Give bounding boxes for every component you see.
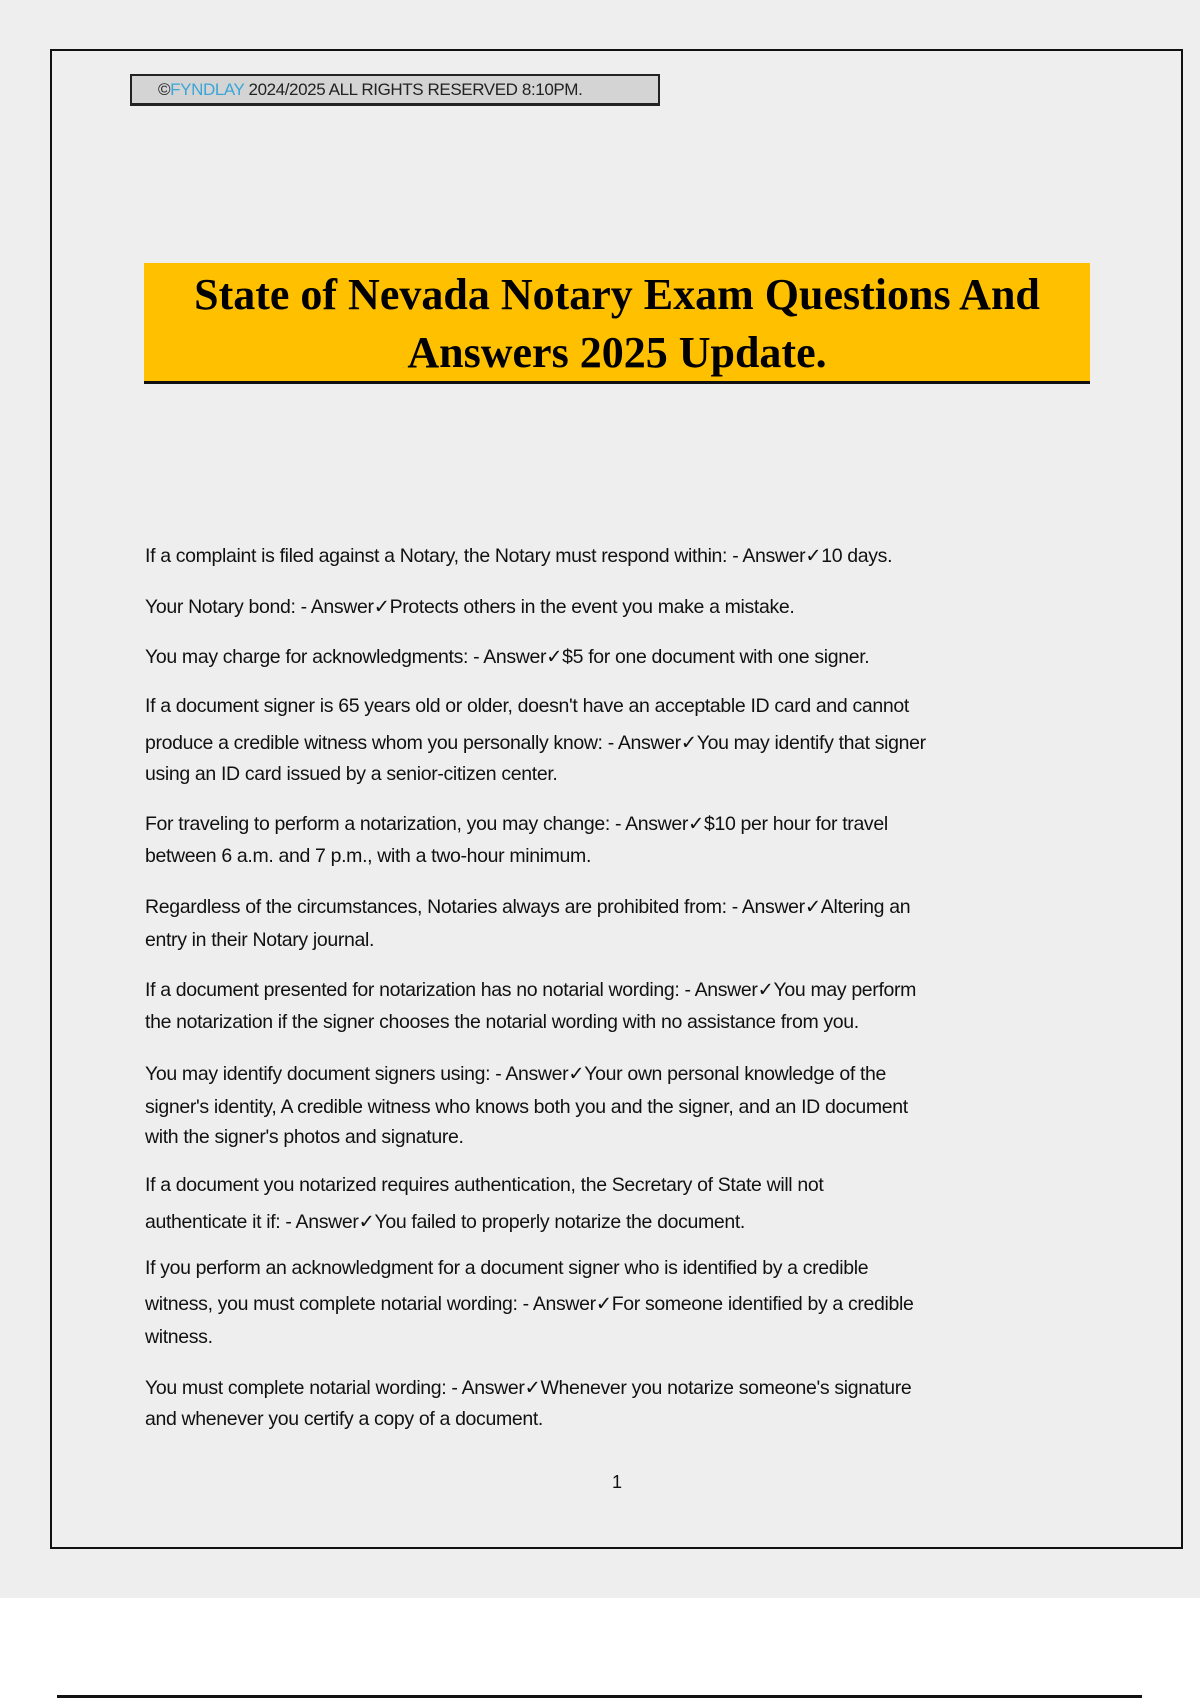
qa-line: produce a credible witness whom you personally know: - Answer✓You may identify that signer xyxy=(145,732,926,754)
title-line-1: State of Nevada Notary Exam Questions And xyxy=(194,270,1040,319)
qa-line: If a document signer is 65 years old or older, doesn't have an acceptable ID card and cannot xyxy=(145,695,909,717)
qa-line: Regardless of the circumstances, Notaries always are prohibited from: - Answer✓Altering an xyxy=(145,896,911,918)
qa-line: between 6 a.m. and 7 p.m., with a two-hour minimum. xyxy=(145,845,592,867)
qa-line: entry in their Notary journal. xyxy=(145,929,375,951)
qa-line: witness. xyxy=(145,1326,213,1348)
qa-line: You may identify document signers using: - Answer✓Your own personal knowledge of the xyxy=(145,1063,887,1085)
qa-line: and whenever you certify a copy of a document. xyxy=(145,1408,543,1430)
qa-line: For traveling to perform a notarization, you may change: - Answer✓$10 per hour for travel xyxy=(145,813,888,835)
qa-line: Your Notary bond: - Answer✓Protects others in the event you make a mistake. xyxy=(145,596,795,618)
qa-line: signer's identity, A credible witness who knows both you and the signer, and an ID document xyxy=(145,1096,908,1118)
page-number: 1 xyxy=(611,1472,622,1492)
copyright-symbol: © xyxy=(158,80,171,99)
qa-line: You may charge for acknowledgments: - Answer✓$5 for one document with one signer. xyxy=(145,646,870,668)
title-line-2: Answers 2025 Update. xyxy=(407,328,827,377)
qa-line: If you perform an acknowledgment for a document signer who is identified by a credible xyxy=(145,1257,869,1279)
brand-name: FYNDLAY xyxy=(170,80,245,99)
qa-line: using an ID card issued by a senior-citizen center. xyxy=(145,763,558,785)
qa-line: with the signer's photos and signature. xyxy=(145,1126,464,1148)
qa-line: You must complete notarial wording: - Answer✓Whenever you notarize someone's signature xyxy=(145,1377,912,1399)
qa-line: If a complaint is filed against a Notary, the Notary must respond within: - Answer✓10 days. xyxy=(145,545,893,567)
qa-line: the notarization if the signer chooses the notarial wording with no assistance from you. xyxy=(145,1011,859,1033)
copyright-banner xyxy=(130,74,660,106)
qa-line: authenticate it if: - Answer✓You failed to properly notarize the document. xyxy=(145,1211,745,1233)
qa-line: If a document presented for notarization has no notarial wording: - Answer✓You may perform xyxy=(145,979,917,1001)
qa-line: If a document you notarized requires authentication, the Secretary of State will not xyxy=(145,1174,824,1196)
next-page-divider xyxy=(57,1695,1142,1698)
document-title xyxy=(144,263,1090,384)
copyright-text: 2024/2025 ALL RIGHTS RESERVED 8:10PM. xyxy=(244,80,583,99)
qa-line: witness, you must complete notarial wording: - Answer✓For someone identified by a credible xyxy=(145,1293,914,1315)
